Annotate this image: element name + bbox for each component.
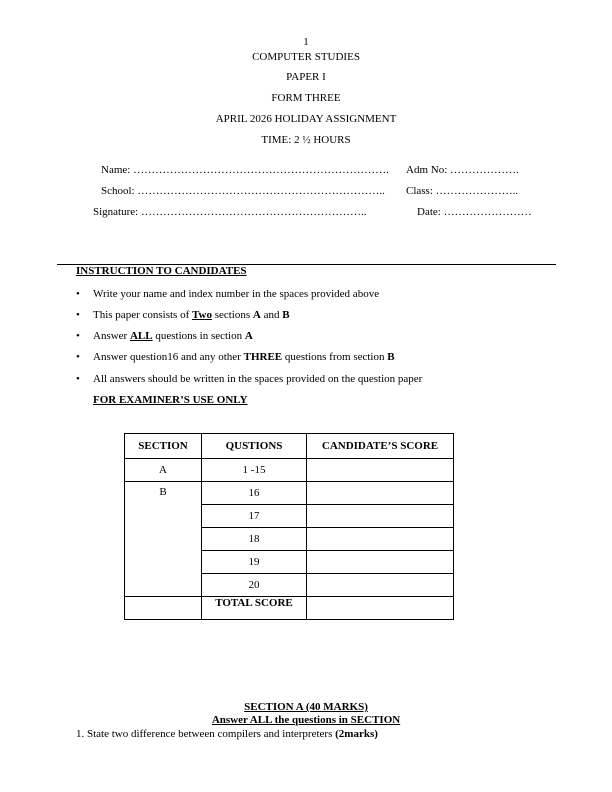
assignment-title: APRIL 2026 HOLIDAY ASSIGNMENT [215,113,397,125]
header-questions: QUSTIONS [202,434,307,459]
header-score: CANDIDATE’S SCORE [307,434,454,459]
form-title: FORM THREE [271,92,341,104]
class-field[interactable]: Class: ………………….. [406,185,519,197]
question-1: 1. State two difference between compilers and interpreters (2marks) [76,728,378,740]
bullet-icon: • [76,309,80,321]
score-cell[interactable] [307,482,454,505]
questions-cell: 19 [202,551,307,574]
instruction-item: • Answer ALL questions in section A [76,330,253,342]
paper-title: PAPER I [286,71,326,83]
examiner-title: FOR EXAMINER’S USE ONLY [93,394,248,406]
section-a-subtitle: Answer ALL the questions in SECTION [211,714,401,726]
bullet-icon: • [76,330,80,342]
questions-cell: 1 -15 [202,459,307,482]
name-field[interactable]: Name: ……………………………………………………………. [101,164,389,176]
date-field[interactable]: Date: …………………… [417,206,532,218]
table-row [125,459,454,482]
instruction-item: • Write your name and index number in the spaces provided above [76,288,380,300]
bullet-icon: • [76,288,80,300]
questions-cell: 18 [202,528,307,551]
table-row [125,482,454,505]
score-cell[interactable] [307,459,454,482]
instruction-item: • This paper consists of Two sections A and B [76,309,290,321]
table-total-row [125,597,454,620]
page-number: 1 [303,36,309,48]
subject-title: COMPUTER STUDIES [252,51,360,63]
section-a-cell: A [125,459,202,482]
score-cell[interactable] [307,574,454,597]
section-b-cell: B [125,482,202,597]
score-cell[interactable] [307,551,454,574]
questions-cell: 16 [202,482,307,505]
instructions-title: INSTRUCTION TO CANDIDATES [76,265,247,277]
signature-field[interactable]: Signature: …………………………………………………….. [93,206,367,218]
header-section: SECTION [125,434,202,459]
score-cell[interactable] [307,505,454,528]
instruction-item: • All answers should be written in the spaces provided on the question paper [76,373,423,385]
time-title: TIME: 2 ½ HOURS [261,134,351,146]
table-header-row [125,434,454,459]
bullet-icon: • [76,351,80,363]
questions-cell: 17 [202,505,307,528]
school-field[interactable]: School: ………………………………………………………….. [101,185,385,197]
questions-cell: 20 [202,574,307,597]
total-score-cell[interactable] [307,597,454,620]
section-a-title: SECTION A (40 MARKS) [244,701,368,713]
bullet-icon: • [76,373,80,385]
empty-cell [125,597,202,620]
examiner-score-table [124,433,454,620]
adm-no-field[interactable]: Adm No: ………………. [406,164,519,176]
instruction-item: • Answer question16 and any other THREE questions from section B [76,351,395,363]
total-score-label: TOTAL SCORE [202,597,307,620]
score-cell[interactable] [307,528,454,551]
